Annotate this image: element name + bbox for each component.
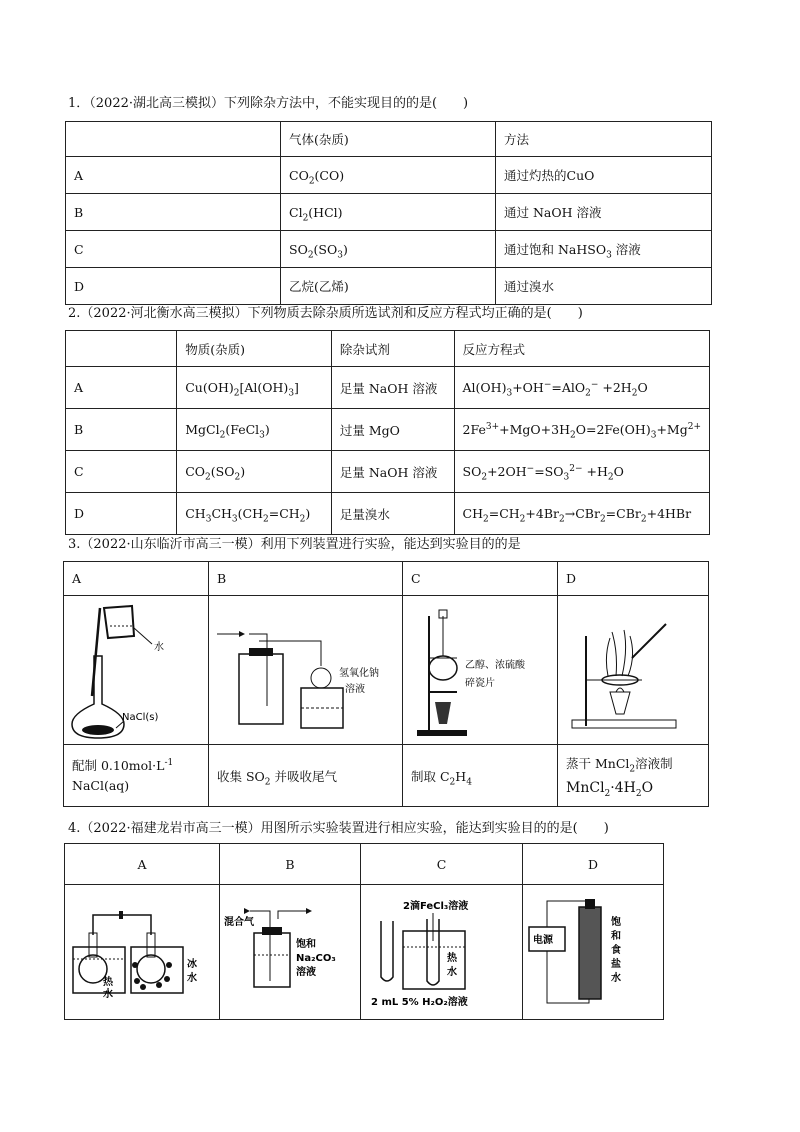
label-hot-1: 热 [103,977,113,988]
q4-opt-d: D [523,844,664,885]
table-row [66,451,710,493]
q1-method: 通过 NaOH 溶液 [496,194,712,231]
q3-figure-c [403,596,558,745]
gas-washing-figure [220,885,344,1019]
table-row [66,409,710,451]
q1-title: 1．（2022·湖北高三模拟）下列除杂方法中，不能实现目的的是( ) [68,96,469,111]
label-power: 电源 [533,935,553,946]
q3-table [63,561,709,807]
q3-figure-b [209,596,403,745]
q3-opt-c: C [403,562,558,596]
q2-opt: A [66,367,177,409]
q3-caption-d: 蒸干 MnCl$_2$溶液制 $MnCl_2\cdot 4H_2O$ [558,745,709,807]
label-fecl3-drops: 2滴FeCl₃溶液 [403,901,469,912]
label-brine-2: 和 [611,931,621,942]
q2-equation: $Al(OH)_3+OH^-=AlO_2^- +2H_2O$ [454,367,709,409]
q4-figure-b [220,885,361,1020]
q2-substance: $CH_3CH_3(CH_2=CH_2)$ [177,493,332,535]
q2-table [65,330,710,535]
q1-opt: D [66,268,281,305]
q1-header-blank [66,122,281,157]
q1-method: 通过饱和 NaHSO$_3$ 溶液 [496,231,712,268]
q2-equation: $2Fe^{3+}+MgO+3H_2O=2Fe(OH)_3+Mg^{2+}$ [454,409,709,451]
q3-caption-b: 收集 $SO_2$ 并吸收尾气 [209,745,403,807]
label-naoh-1: 氢氧化钠 [339,668,379,679]
q2-header-equation: 反应方程式 [454,331,709,367]
q1-gas: $SO_2(SO_3)$ [281,231,496,268]
ethylene-prep-figure [403,596,557,744]
q1-gas: $CO_2(CO)$ [281,157,496,194]
q2-opt: B [66,409,177,451]
label-ice-2: 水 [187,973,197,984]
q4-figure-c [361,885,523,1020]
q2-substance: $Cu(OH)_2[Al(OH)_3]$ [177,367,332,409]
table-row [66,231,712,268]
q3-title: 3.（2022·山东临沂市高三一模）利用下列装置进行实验，能达到实验目的的是 [68,537,521,552]
q2-equation: $SO_2+2OH^-=SO_3^{2-} +H_2O$ [454,451,709,493]
q1-gas: 乙烷(乙烯) [281,268,496,305]
q4-opt-c: C [361,844,523,885]
label-porcelain: 碎瓷片 [465,678,495,689]
equilibrium-flasks-figure [65,885,219,1019]
q4-table [64,843,664,1020]
q1-table [65,121,712,305]
q2-substance: MgCl$_2$(FeCl$_3$) [177,409,332,451]
q1-header-method: 方法 [496,122,712,157]
q2-header-reagent: 除杂试剂 [331,331,454,367]
q4-option-row [65,844,664,885]
q1-opt: C [66,231,281,268]
label-water: 水 [154,642,164,653]
q2-header-blank [66,331,177,367]
evaporation-figure [558,596,708,744]
q3-caption-row [64,745,709,807]
label-saturated: 饱和 [296,939,316,950]
label-solution: 溶液 [296,967,316,978]
q1-header-row [66,122,712,157]
q3-caption-c: 制取 $C_2H_4$ [403,745,558,807]
q3-opt-b: B [209,562,403,596]
q2-reagent: 过量 MgO [331,409,454,451]
q4-opt-a: A [65,844,220,885]
table-row [66,493,710,535]
gas-collection-figure [209,596,389,744]
q2-reagent: 足量 NaOH 溶液 [331,451,454,493]
q3-caption-a: 配制 $0.10mol\cdot L^{-1}$ NaCl(aq) [64,745,209,807]
q4-figure-a [65,885,220,1020]
label-h2o2: 2 mL 5% H₂O₂溶液 [371,997,468,1008]
label-brine-1: 饱 [611,917,621,928]
q1-gas: $Cl_2(HCl)$ [281,194,496,231]
catalysis-figure [361,885,521,1019]
q2-header-row [66,331,710,367]
label-hot-water-2: 水 [447,967,457,978]
label-brine-4: 盐 [611,959,621,970]
q1-method: 通过溴水 [496,268,712,305]
label-ethanol-acid: 乙醇、浓硫酸 [465,660,525,671]
table-row [66,367,710,409]
label-brine-5: 水 [611,973,621,984]
q1-opt: B [66,194,281,231]
label-nacl: NaCl(s) [122,712,159,723]
q2-equation: $CH_2=CH_2+4Br_2\to CBr_2=CBr_2+4HBr$ [454,493,709,535]
q1-opt: A [66,157,281,194]
table-row [66,194,712,231]
label-hot-2: 水 [103,989,113,1000]
q2-reagent: 足量 NaOH 溶液 [331,367,454,409]
q2-title: 2.（2022·河北衡水高三模拟）下列物质去除杂质所选试剂和反应方程式均正确的是( ) [68,306,583,321]
label-naoh-2: 溶液 [345,684,365,695]
volumetric-flask-figure [64,596,208,744]
q2-substance: $CO_2(SO_2)$ [177,451,332,493]
table-row [66,268,712,305]
q4-figure-d [523,885,664,1020]
q3-option-row [64,562,709,596]
q3-opt-d: D [558,562,709,596]
q2-header-substance: 物质(杂质) [177,331,332,367]
q2-opt: D [66,493,177,535]
table-row [66,157,712,194]
q1-method: 通过灼热的CuO [496,157,712,194]
q3-figure-a [64,596,209,745]
label-hot-water-1: 热 [447,953,457,964]
label-brine-3: 食 [611,945,621,956]
q4-figure-row [65,885,664,1020]
q3-figure-d [558,596,709,745]
q1-header-gas: 气体(杂质) [281,122,496,157]
q3-figure-row [64,596,709,745]
electrolysis-figure [523,885,663,1019]
label-mixed-gas: 混合气 [224,917,254,928]
q2-reagent: 足量溴水 [331,493,454,535]
q2-opt: C [66,451,177,493]
q4-opt-b: B [220,844,361,885]
label-ice-1: 冰 [187,959,197,970]
q3-opt-a: A [64,562,209,596]
q4-title: 4.（2022·福建龙岩市高三一模）用图所示实验装置进行相应实验，能达到实验目的的是( ) [68,821,609,836]
label-na2co3: Na₂CO₃ [296,953,336,964]
